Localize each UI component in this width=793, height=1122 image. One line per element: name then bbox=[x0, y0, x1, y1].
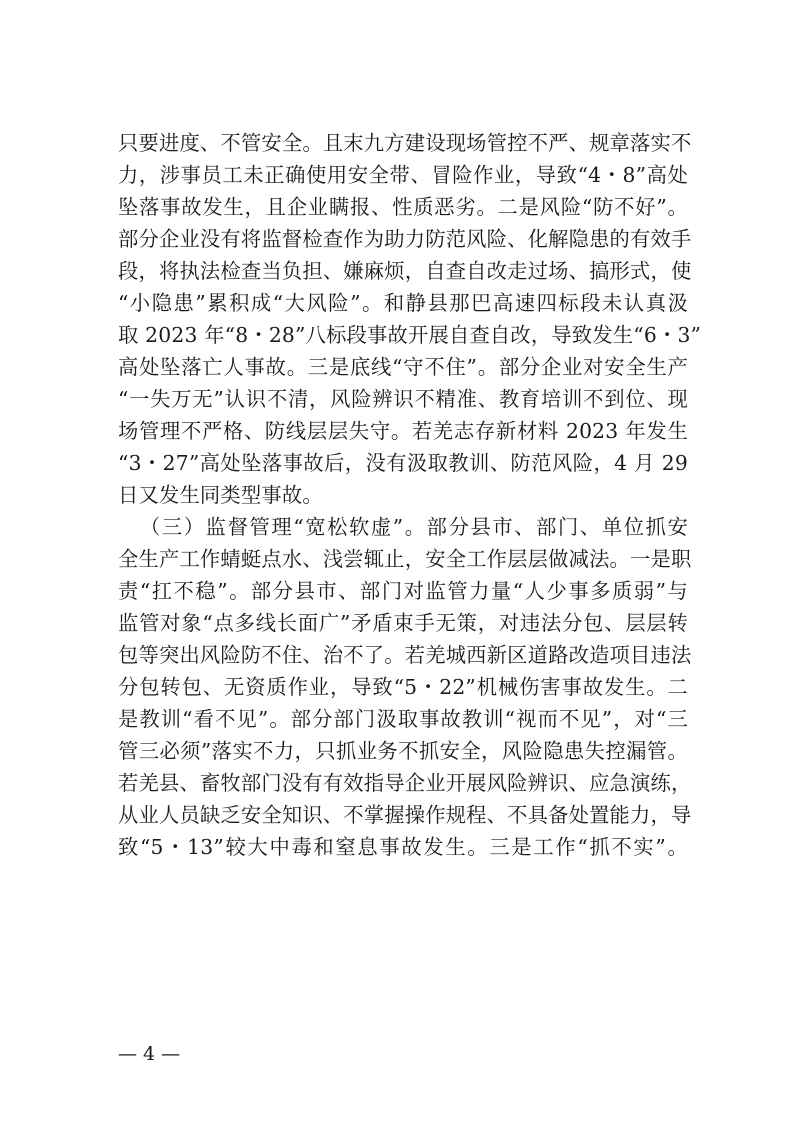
body-line: 若羌县、畜牧部门没有有效指导企业开展风险辨识、应急演练， bbox=[118, 771, 692, 795]
body-line: 坠落事故发生，且企业瞒报、性质恶劣。二是风险“防不好”。 bbox=[118, 195, 688, 219]
body-line: 分包转包、无资质作业，导致“5・22”机械伤害事故发生。二 bbox=[118, 675, 688, 699]
body-line: 段，将执法检查当负担、嫌麻烦，自查自改走过场、搞形式，使 bbox=[118, 259, 692, 283]
section-heading-line: （三）监督管理“宽松软虚”。部分县市、部门、单位抓安 bbox=[140, 515, 688, 539]
body-line: “3・27”高处坠落事故后，没有汲取教训、防范风险，4 月 29 bbox=[118, 451, 688, 475]
body-line: “一失万无”认识不清，风险辨识不精准、教育培训不到位、现 bbox=[118, 387, 688, 411]
page-number: — 4 — bbox=[118, 1043, 181, 1065]
body-line: 监管对象“点多线长面广”矛盾束手无策，对违法分包、层层转 bbox=[118, 611, 688, 635]
body-line: 部分企业没有将监督检查作为助力防范风险、化解隐患的有效手 bbox=[118, 227, 692, 251]
body-line: 力，涉事员工未正确使用安全带、冒险作业，导致“4・8”高处 bbox=[118, 163, 688, 187]
body-line: 高处坠落亡人事故。三是底线“守不住”。部分企业对安全生产 bbox=[118, 355, 688, 379]
body-line: 管三必须”落实不力，只抓业务不抓安全，风险隐患失控漏管。 bbox=[118, 739, 688, 763]
body-line: 全生产工作蜻蜓点水、浅尝辄止，安全工作层层做减法。一是职 bbox=[118, 547, 692, 571]
body-line: 包等突出风险防不住、治不了。若羌城西新区道路改造项目违法 bbox=[118, 643, 692, 667]
body-line: “小隐患”累积成“大风险”。和静县那巴高速四标段未认真汲 bbox=[118, 291, 688, 315]
body-text bbox=[118, 127, 702, 863]
body-line: 取 2023 年“8・28”八标段事故开展自查自改，导致发生“6・3” bbox=[118, 323, 702, 347]
body-line: 日又发生同类型事故。 bbox=[118, 483, 323, 507]
body-line: 责“扛不稳”。部分县市、部门对监管力量“人少事多质弱”与 bbox=[118, 579, 688, 603]
body-line: 场管理不严格、防线层层失守。若羌志存新材料 2023 年发生 bbox=[118, 419, 688, 443]
body-line: 只要进度、不管安全。且末九方建设现场管控不严、规章落实不 bbox=[118, 131, 692, 155]
body-line: 致“5・13”较大中毒和窒息事故发生。三是工作“抓不实”。 bbox=[118, 835, 688, 859]
body-line: 是教训“看不见”。部分部门汲取事故教训“视而不见”，对“三 bbox=[118, 707, 688, 731]
body-line: 从业人员缺乏安全知识、不掌握操作规程、不具备处置能力，导 bbox=[118, 803, 692, 827]
